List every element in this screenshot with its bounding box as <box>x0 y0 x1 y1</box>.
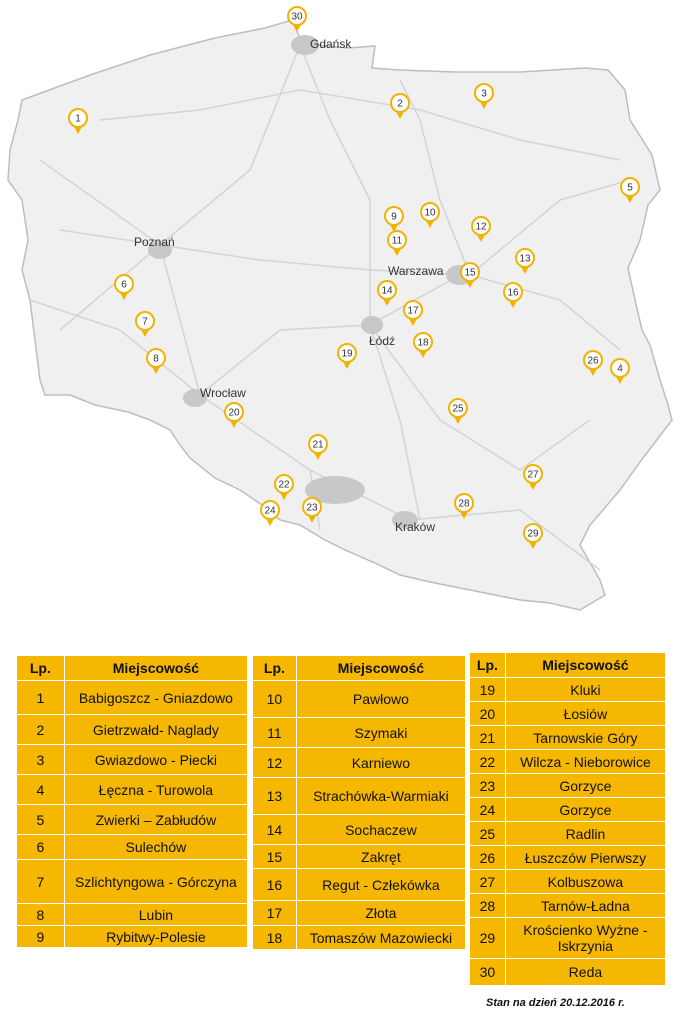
table-row <box>470 750 666 774</box>
row-number: 7 <box>17 860 65 904</box>
pin-number: 12 <box>475 221 487 233</box>
table-row <box>253 815 466 845</box>
row-number: 8 <box>17 904 65 926</box>
row-number: 18 <box>253 926 297 950</box>
row-number: 25 <box>470 822 506 846</box>
locations-table-1 <box>16 655 248 948</box>
row-number: 28 <box>470 894 506 918</box>
row-number: 26 <box>470 846 506 870</box>
table-row <box>17 926 248 948</box>
pin-number: 20 <box>228 407 240 419</box>
row-number: 16 <box>253 869 297 901</box>
pin-number: 26 <box>587 355 599 367</box>
pin-number: 23 <box>306 502 318 514</box>
table-row <box>17 775 248 805</box>
row-place: Gorzyce <box>505 774 665 798</box>
row-place: Kluki <box>505 678 665 702</box>
row-place: Gwiazdowo - Piecki <box>64 745 247 775</box>
table-row <box>470 774 666 798</box>
pin-number: 22 <box>278 479 290 491</box>
column-header-lp: Lp. <box>253 656 297 681</box>
row-number: 24 <box>470 798 506 822</box>
table-row <box>17 745 248 775</box>
table-row <box>470 822 666 846</box>
row-number: 21 <box>470 726 506 750</box>
table-row <box>253 778 466 815</box>
city-label-warszawa: Warszawa <box>388 264 444 278</box>
row-number: 20 <box>470 702 506 726</box>
pin-number: 5 <box>627 182 633 194</box>
table-row <box>17 681 248 715</box>
row-number: 19 <box>470 678 506 702</box>
table-row <box>470 918 666 959</box>
column-header-place: Miejscowość <box>296 656 465 681</box>
row-number: 11 <box>253 718 297 748</box>
pin-number: 21 <box>312 439 324 451</box>
row-place: Tomaszów Mazowiecki <box>296 926 465 950</box>
status-date-note: Stan na dzień 20.12.2016 r. <box>486 997 625 1009</box>
row-number: 3 <box>17 745 65 775</box>
row-place: Gorzyce <box>505 798 665 822</box>
row-place: Łosiów <box>505 702 665 726</box>
table-row <box>253 869 466 901</box>
row-place: Sochaczew <box>296 815 465 845</box>
locations-table-3 <box>469 652 666 986</box>
row-place: Wilcza - Nieborowice <box>505 750 665 774</box>
row-place: Łęczna - Turowola <box>64 775 247 805</box>
table-row <box>470 894 666 918</box>
pin-number: 16 <box>507 287 519 299</box>
row-number: 2 <box>17 715 65 745</box>
table-row <box>253 901 466 926</box>
table-row <box>253 926 466 950</box>
row-place: Tarnów-Ładna <box>505 894 665 918</box>
table-row <box>17 805 248 835</box>
row-place: Regut - Człekówka <box>296 869 465 901</box>
row-place: Zwierki – Zabłudów <box>64 805 247 835</box>
pin-number: 10 <box>424 207 436 219</box>
row-place: Lubin <box>64 904 247 926</box>
pin-number: 24 <box>264 505 276 517</box>
row-number: 6 <box>17 835 65 860</box>
table-row <box>470 798 666 822</box>
map-pin-24[interactable] <box>261 501 279 526</box>
city-label-wroclaw: Wrocław <box>200 386 246 400</box>
pin-number: 9 <box>391 211 397 223</box>
row-place: Zakręt <box>296 845 465 869</box>
pin-number: 17 <box>407 305 419 317</box>
row-number: 27 <box>470 870 506 894</box>
pin-number: 28 <box>458 498 470 510</box>
row-place: Reda <box>505 959 665 986</box>
pin-number: 1 <box>75 113 81 125</box>
pin-number: 7 <box>142 316 148 328</box>
city-label-poznan: Poznań <box>134 235 175 249</box>
pin-number: 18 <box>417 337 429 349</box>
table-row <box>470 870 666 894</box>
locations-table-2 <box>252 655 466 950</box>
table-row <box>253 718 466 748</box>
pin-number: 27 <box>527 469 539 481</box>
city-label-gdansk: Gdańsk <box>310 37 352 51</box>
column-header-lp: Lp. <box>17 656 65 681</box>
row-place: Tarnowskie Góry <box>505 726 665 750</box>
row-number: 23 <box>470 774 506 798</box>
row-number: 29 <box>470 918 506 959</box>
row-number: 22 <box>470 750 506 774</box>
pin-number: 3 <box>481 88 487 100</box>
row-place: Łuszczów Pierwszy <box>505 846 665 870</box>
row-place: Szlichtyngowa - Górczyna <box>64 860 247 904</box>
row-place: Strachówka-Warmiaki <box>296 778 465 815</box>
row-number: 14 <box>253 815 297 845</box>
pin-number: 4 <box>617 363 623 375</box>
row-number: 17 <box>253 901 297 926</box>
pin-number: 8 <box>153 353 159 365</box>
row-number: 9 <box>17 926 65 948</box>
row-place: Babigoszcz - Gniazdowo <box>64 681 247 715</box>
row-place: Krościenko Wyżne - Iskrzynia <box>505 918 665 959</box>
pin-number: 14 <box>381 285 393 297</box>
row-number: 12 <box>253 748 297 778</box>
column-header-lp: Lp. <box>470 653 506 678</box>
row-place: Karniewo <box>296 748 465 778</box>
table-row <box>470 702 666 726</box>
row-number: 4 <box>17 775 65 805</box>
row-place: Gietrzwałd- Naglady <box>64 715 247 745</box>
table-row <box>17 904 248 926</box>
table-row <box>253 681 466 718</box>
row-place: Pawłowo <box>296 681 465 718</box>
row-number: 10 <box>253 681 297 718</box>
row-place: Radlin <box>505 822 665 846</box>
pin-number: 15 <box>464 267 476 279</box>
table-row <box>470 678 666 702</box>
table-row <box>17 860 248 904</box>
pin-number: 6 <box>121 279 127 291</box>
pin-number: 2 <box>397 98 403 110</box>
pin-number: 11 <box>391 235 403 247</box>
column-header-place: Miejscowość <box>64 656 247 681</box>
poland-outline <box>8 20 672 610</box>
table-row <box>17 715 248 745</box>
pin-number: 29 <box>527 528 539 540</box>
table-row <box>470 846 666 870</box>
row-place: Sulechów <box>64 835 247 860</box>
row-number: 30 <box>470 959 506 986</box>
row-place: Kolbuszowa <box>505 870 665 894</box>
table-row <box>253 748 466 778</box>
row-place: Szymaki <box>296 718 465 748</box>
pin-number: 13 <box>519 253 531 265</box>
column-header-place: Miejscowość <box>505 653 665 678</box>
table-row <box>17 835 248 860</box>
pin-number: 19 <box>341 348 353 360</box>
row-number: 5 <box>17 805 65 835</box>
pin-number: 25 <box>452 403 464 415</box>
city-label-lodz: Łódź <box>369 334 396 348</box>
city-label-krakow: Kraków <box>395 520 436 534</box>
row-place: Rybitwy-Polesie <box>64 926 247 948</box>
pin-number: 30 <box>291 11 303 23</box>
row-place: Złota <box>296 901 465 926</box>
table-row <box>470 726 666 750</box>
row-number: 15 <box>253 845 297 869</box>
row-number: 1 <box>17 681 65 715</box>
table-row <box>253 845 466 869</box>
table-row <box>470 959 666 986</box>
row-number: 13 <box>253 778 297 815</box>
